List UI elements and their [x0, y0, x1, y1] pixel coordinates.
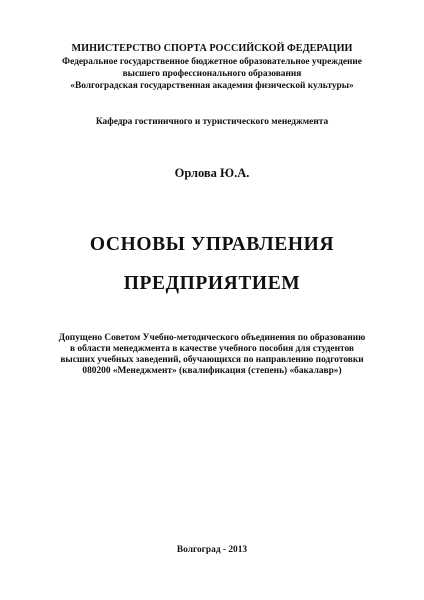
author-name: Орлова Ю.А. [174, 166, 250, 180]
institution-type-line-1: Федеральное государственное бюджетное образовательное учреждение [62, 57, 362, 67]
ministry-name: МИНИСТЕРСТВО СПОРТА РОССИЙСКОЙ ФЕДЕРАЦИИ [71, 43, 353, 54]
city-year: Волгоград - 2013 [176, 545, 248, 555]
approval-line-4: 080200 «Менеджмент» (квалификация (степень) «бакалавр») [82, 366, 342, 376]
book-title-line-2: ПРЕДПРИЯТИЕМ [123, 273, 301, 294]
approval-line-2: в области менеджмента в качестве учебного пособия для студентов [70, 344, 354, 354]
approval-line-1: Допущено Советом Учебно-методического объединения по образованию [58, 333, 366, 343]
book-title-line-1: ОСНОВЫ УПРАВЛЕНИЯ [89, 234, 335, 255]
academy-name: «Волгоградская государственная академия физической культуры» [70, 81, 354, 91]
approval-line-3: высших учебных заведений, обучающихся по направлению подготовки [60, 355, 364, 365]
institution-type-line-2: высшего профессионального образования [122, 69, 302, 79]
department-name: Кафедра гостиничного и туристического менеджмента [95, 117, 329, 127]
